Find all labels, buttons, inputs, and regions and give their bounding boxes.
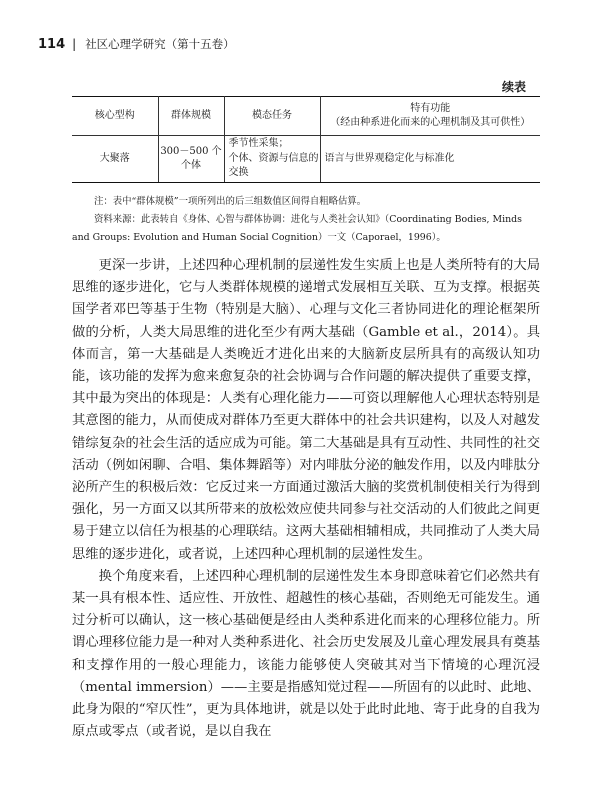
cell-modal-task-line-3: 交换 [228, 167, 249, 179]
page-number: 114 [38, 37, 66, 52]
cell-group-size-line-1: 300－500 个 [160, 145, 222, 157]
paragraph: 换个角度来看，上述四种心理机制的层递性发生本身即意味着它们必然共有某一具有根本性、适应性、开放性、超越性的核心基础，否则绝无可能发生。通过分析可以确认，这一核心基础便是经由人类种系进化而来的心理移位能力。所谓心理移位能力是一种对人类种系进化、社会历史发展及儿童心理发展具有奠基和支撑作用的一般心理能力，该能力能够使人突破其对当下情境的心理沉浸（mental immersion）——主要是指感知觉过程——所固有的以此时、此地、此身为限的“窄仄性”，更为具体地讲，就是以处于此时此地、寄于此身的自我为原点或零点（或者说，是以自我在 [72, 568, 540, 740]
cell-modal-task-line-2: 个体、资源与信息的 [228, 152, 319, 164]
header-separator: | [72, 37, 77, 51]
header-specific-function [320, 97, 540, 136]
table-source: 资料来源：此表转自《身体、心智与群体协调：进化与人类社会认知》（Coordinating Bodies, Minds and Groups: Evolution and Human Social Cognition）一文（Caporael，1996）。 [72, 214, 522, 243]
body-text [72, 255, 540, 743]
table-notes [72, 193, 540, 247]
running-title: 社区心理学研究（第十五卷） [85, 37, 235, 51]
cell-modal-task [224, 136, 320, 183]
cell-core-configuration: 大聚落 [72, 136, 158, 183]
cell-modal-task-line-1: 季节性采集； [228, 138, 289, 150]
cell-group-size [158, 136, 224, 183]
header-specific-function-subtitle: （经由种系进化而来的心理机制及其可供性） [330, 117, 531, 128]
paragraph: 更深一步讲，上述四种心理机制的层递性发生实质上也是人类所特有的大局思维的逐步进化，它与人类群体规模的递增式发展相互关联、互为支撑。根据英国学者邓巴等基于生物（特别是大脑）、心理与文化三者协同进化的理论框架所做的分析，人类大局思维的进化至少有两大基础（Gamble et al.，2014）。具体而言，第一大基础是人类晚近才进化出来的大脑新皮层所具有的高级认知功能，该功能的发挥为愈来愈复杂的社会协调与合作问题的解决提供了重要支撑，其中最为突出的体现是：人类有心理化能力——可资以理解他人心理状态特别是其意图的能力，从而使成对群体乃至更大群体中的社会共识建构，以及人对越发错综复杂的社会生活的适应成为可能。第二大基础是具有互动性、共同性的社交活动（例如闲聊、合唱、集体舞蹈等）对内啡肽分泌的触发作用，以及内啡肽分泌所产生的积极后效：它反过来一方面通过激活大脑的奖赏机制使相关行为得到强化，另一方面又以其所带来的放松效应使共同参与社交活动的人们彼此之间更易于建立以信任为根基的心理联结。这两大基础相辅相成，共同推动了人类大局思维的逐步进化，或者说，上述四种心理机制的层递性发生。 [72, 258, 540, 562]
header-modal-task: 模态任务 [224, 97, 320, 136]
header-core-configuration: 核心型构 [72, 97, 158, 136]
header-specific-function-title: 特有功能 [410, 102, 451, 114]
header-group-size: 群体规模 [158, 97, 224, 136]
cell-group-size-line-2: 个体 [181, 160, 201, 171]
table-note: 注：表中“群体规模”一项所列出的后三组数值区间得自粗略估算。 [94, 196, 367, 207]
table-header-row [72, 97, 540, 136]
running-header [38, 36, 235, 52]
table-row [72, 136, 540, 183]
cell-specific-function: 语言与世界观稳定化与标准化 [320, 136, 540, 183]
data-table [72, 96, 540, 183]
table-caption: 续表 [501, 80, 526, 94]
